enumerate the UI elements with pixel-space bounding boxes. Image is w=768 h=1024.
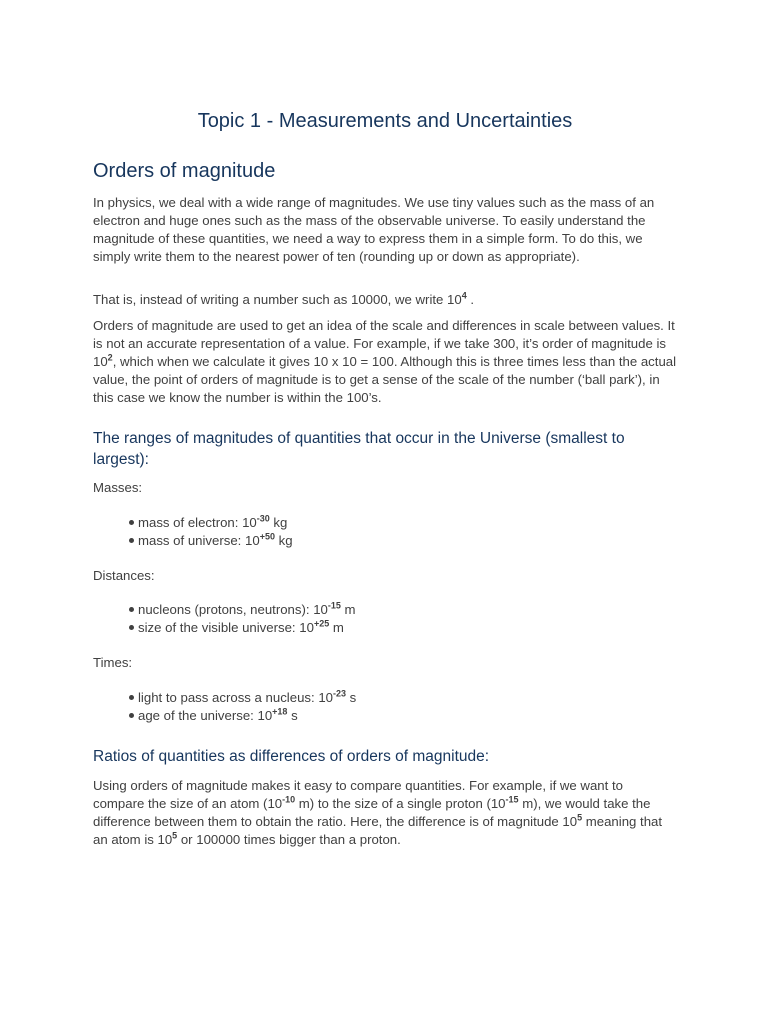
group-label-masses: Masses:: [93, 480, 143, 495]
group-label-times: Times:: [93, 655, 133, 670]
list-times: [129, 689, 356, 725]
bullet-icon: [129, 713, 134, 718]
paragraph-example: [93, 291, 677, 309]
bullet-icon: [129, 607, 134, 612]
list-item: mass of electron: $10^{-30}$ kg: [129, 514, 293, 532]
bullet-icon: [129, 520, 134, 525]
list-item: light to pass across a nucleus: $10^{-23}$ s: [129, 689, 356, 707]
bullet-icon: [129, 695, 134, 700]
section-heading-ratios: [93, 746, 677, 767]
paragraph-example-end: .: [466, 292, 475, 307]
paragraph-example-text: That is, instead of writing a number such as 10000, we write 10: [93, 292, 462, 307]
list-item: size of the visible universe: $10^{+25}$ m: [129, 619, 356, 637]
paragraph-ratios: Using orders of magnitude makes it easy to compare quantities. For example, if we want to compare the size of an atom ($10^{-10}$ m) to the size of a single proton ($10^{-15}$ m), we would take the difference between them to obtain the ratio. Here, the difference is of magnitude $10^5$ meaning that an atom is $10^5$ or 100000 times bigger than a proton.: [93, 778, 663, 847]
group-label-distances: Distances:: [93, 568, 155, 583]
section-heading-ranges: [93, 428, 677, 470]
list-distances: [129, 601, 356, 637]
list-item: mass of universe: $10^{+50}$ kg: [129, 532, 293, 550]
list-item: nucleons (protons, neutrons): $10^{-15}$ m: [129, 601, 356, 619]
exponent: 4: [461, 290, 467, 301]
list-item: age of the universe: $10^{+18}$ s: [129, 707, 356, 725]
paragraph-orders-usage: [93, 317, 677, 407]
paragraph-usage-b: , which when we calculate it gives 10 x 10 = 100. Although this is three times less than the actual value, the point of orders of magnitude is to get a sense of the scale of the number (‘ball park’), in this case we know the number is within the 100’s.: [93, 354, 677, 405]
ratios-heading: Ratios of quantities as differences of orders of magnitude:: [93, 748, 490, 765]
paragraph-usage-a: Orders of magnitude are used to get an idea of the scale and differences in scale between values. It is not an accurate representation of a value. For example, if we take 300, it’s order of magnitude is 10: [93, 318, 675, 369]
paragraph-intro-text: In physics, we deal with a wide range of magnitudes. We use tiny values such as the mass of an electron and huge ones such as the mass of the observable universe. To easily understand the magnitude of these quantities, we need a way to express them in a simple form. To do this, we simply write them to the nearest power of ten (rounding up or down as appropriate).: [93, 195, 655, 264]
section-heading-orders-of-magnitude: Orders of magnitude: [93, 160, 276, 182]
document-title: Topic 1 - Measurements and Uncertainties: [197, 110, 573, 132]
ranges-heading: The ranges of magnitudes of quantities that occur in the Universe (smallest to largest):: [93, 430, 625, 468]
bullet-icon: [129, 538, 134, 543]
list-masses: [129, 514, 293, 550]
bullet-icon: [129, 625, 134, 630]
exponent: 2: [107, 352, 113, 363]
paragraph-intro: [93, 194, 677, 266]
